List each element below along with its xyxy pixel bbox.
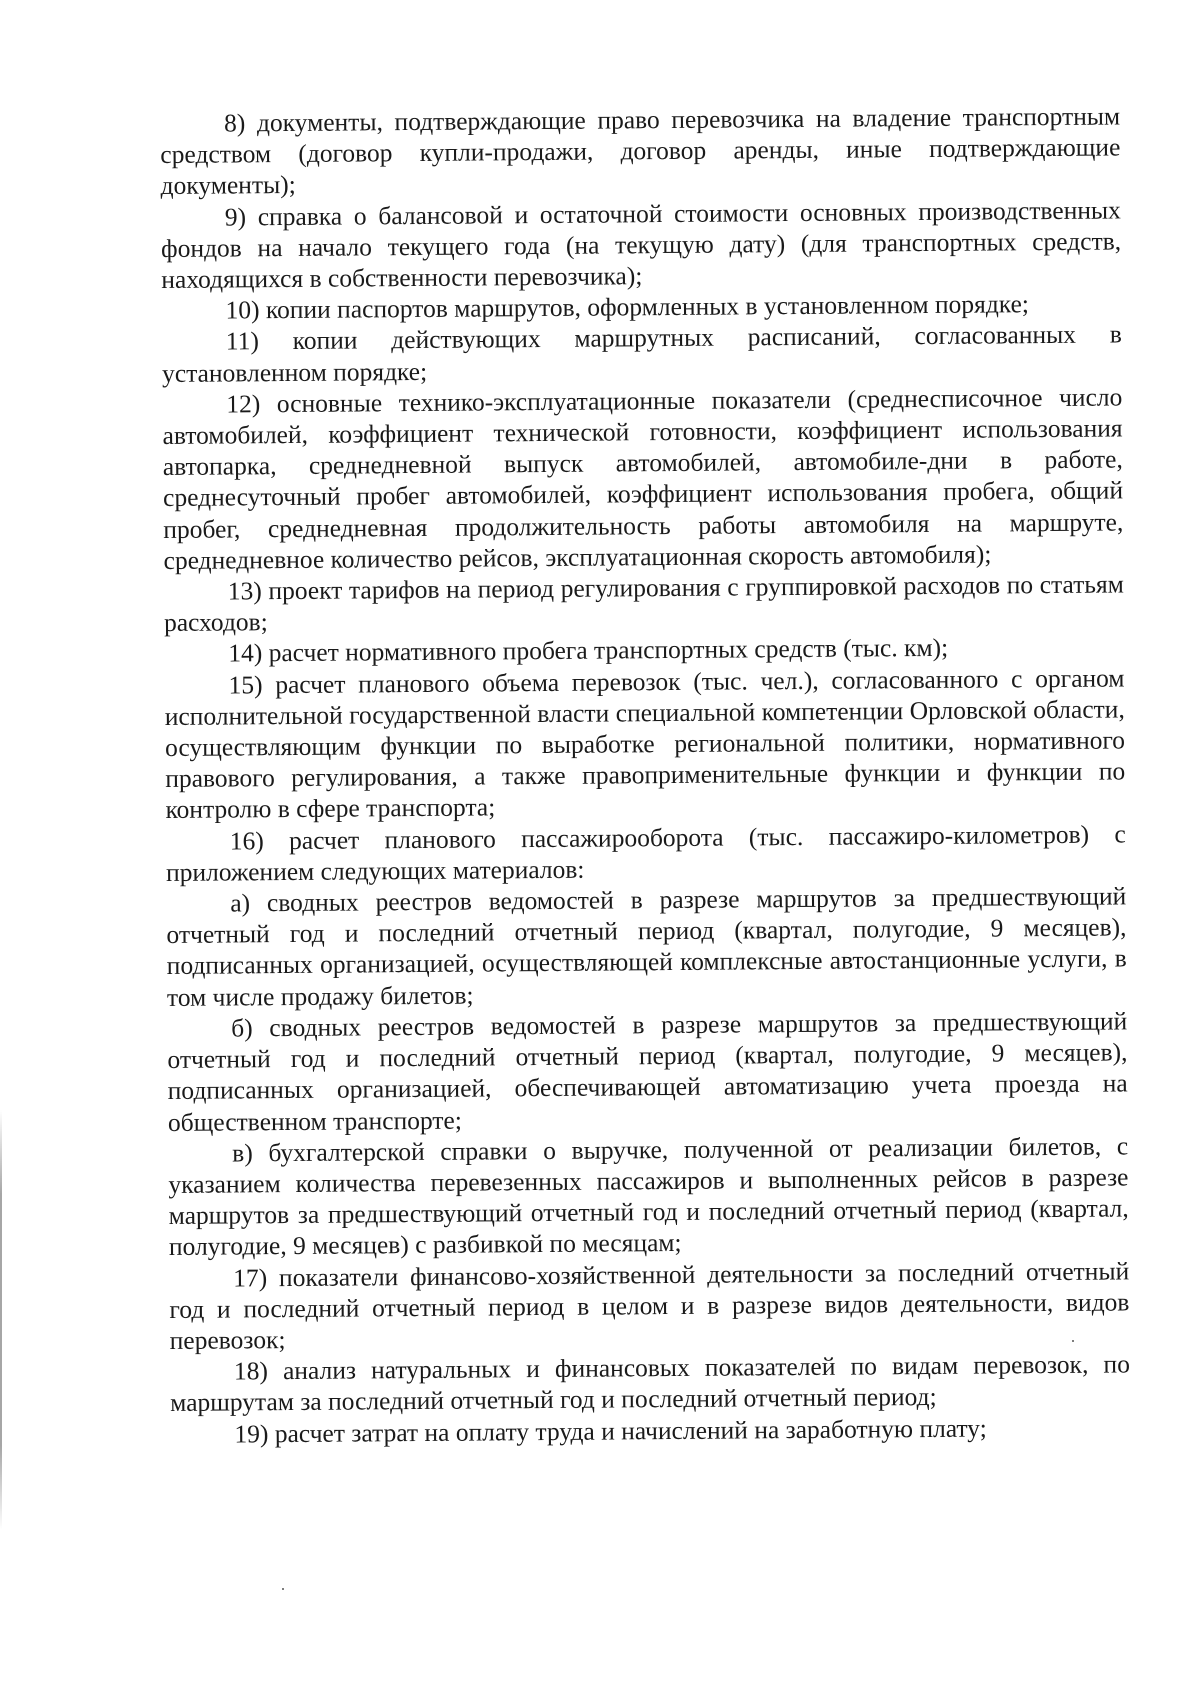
list-item-16: 16) расчет планового пассажирооборота (тыс. пассажиро-километров) с приложением следующих материалов:: [165, 819, 1126, 887]
list-item-14: 14) расчет нормативного пробега транспортных средств (тыс. км);: [228, 633, 949, 668]
list-item-19: 19) расчет затрат на оплату труда и начислений на заработную плату;: [234, 1413, 987, 1448]
document-body: [160, 100, 1131, 1449]
scan-speck: [1072, 1340, 1074, 1342]
list-item-8: 8) документы, подтверждающие право перевозчика на владение транспортным средством (договор купли-продажи, договор аренды, иные подтверждающие документы);: [160, 101, 1121, 201]
list-item-15: 15) расчет планового объема перевозок (тыс. чел.), согласованного с органом исполнительной государственной власти специальной компетенции Орловской области, осуществляющим функции по выработке региональной политики, нормативного правового регулирования, а также правоприменительные функции и функции по контролю в сфере транспорта;: [164, 663, 1126, 825]
list-item-18: 18) анализ натуральных и финансовых показателей по видам перевозок, по маршрутам за последний отчетный год и последний отчетный период;: [170, 1349, 1131, 1418]
scan-speck: [282, 1588, 284, 1590]
list-item-17: 17) показатели финансово-хозяйственной деятельности за последний отчетный год и последний отчетный период в целом и в разрезе видов деятельности, видов перевозок;: [169, 1255, 1130, 1355]
list-item-13: 13) проект тарифов на период регулирования с группировкой расходов по статьям расходов;: [163, 569, 1124, 638]
list-item-12: 12) основные технико-эксплуатационные показатели (среднесписочное число автомобилей, коэффициент технической готовности, коэффициент использования автопарка, среднедневной выпуск автомобилей, автомобиле-дни в работе, среднесуточный пробег автомобилей, коэффициент использования пробега, общий пробег, среднедневная продолжительность работы автомобиля на маршруте, среднедневное количество рейсов, эксплуатационная скорость автомобиля);: [162, 382, 1124, 575]
scan-binding-shadow: [0, 1110, 2, 1530]
sub-item-a: а) сводных реестров ведомостей в разрезе маршрутов за предшествующий отчетный год и последний отчетный период (квартал, полугодие, 9 месяцев), подписанных организацией, осуществляющей комплексные автостанционные услуги, в том числе продажу билетов;: [166, 881, 1127, 1012]
list-item-11: 11) копии действующих маршрутных расписаний, согласованных в установленном порядке;: [161, 319, 1122, 388]
sub-item-b: б) сводных реестров ведомостей в разрезе маршрутов за предшествующий отчетный год и последний отчетный период (квартал, полугодие, 9 месяцев), подписанных организацией, обеспечивающей автоматизацию учета проезда на общественном транспорте;: [167, 1006, 1128, 1137]
sub-item-v: в) бухгалтерской справки о выручке, полученной от реализации билетов, с указанием количества перевезенных пассажиров и выполненных рейсов в разрезе маршрутов за предшествующий отчетный год и последний отчетный период (квартал, полугодие, 9 месяцев) с разбивкой по месяцам;: [168, 1131, 1129, 1262]
list-item-9: 9) справка о балансовой и остаточной стоимости основных производственных фондов на начало текущего года (на текущую дату) (для транспортных средств, находящихся в собственности перевозчика);: [160, 195, 1122, 295]
list-item-10: 10) копии паспортов маршрутов, оформленных в установленном порядке;: [225, 289, 1030, 325]
